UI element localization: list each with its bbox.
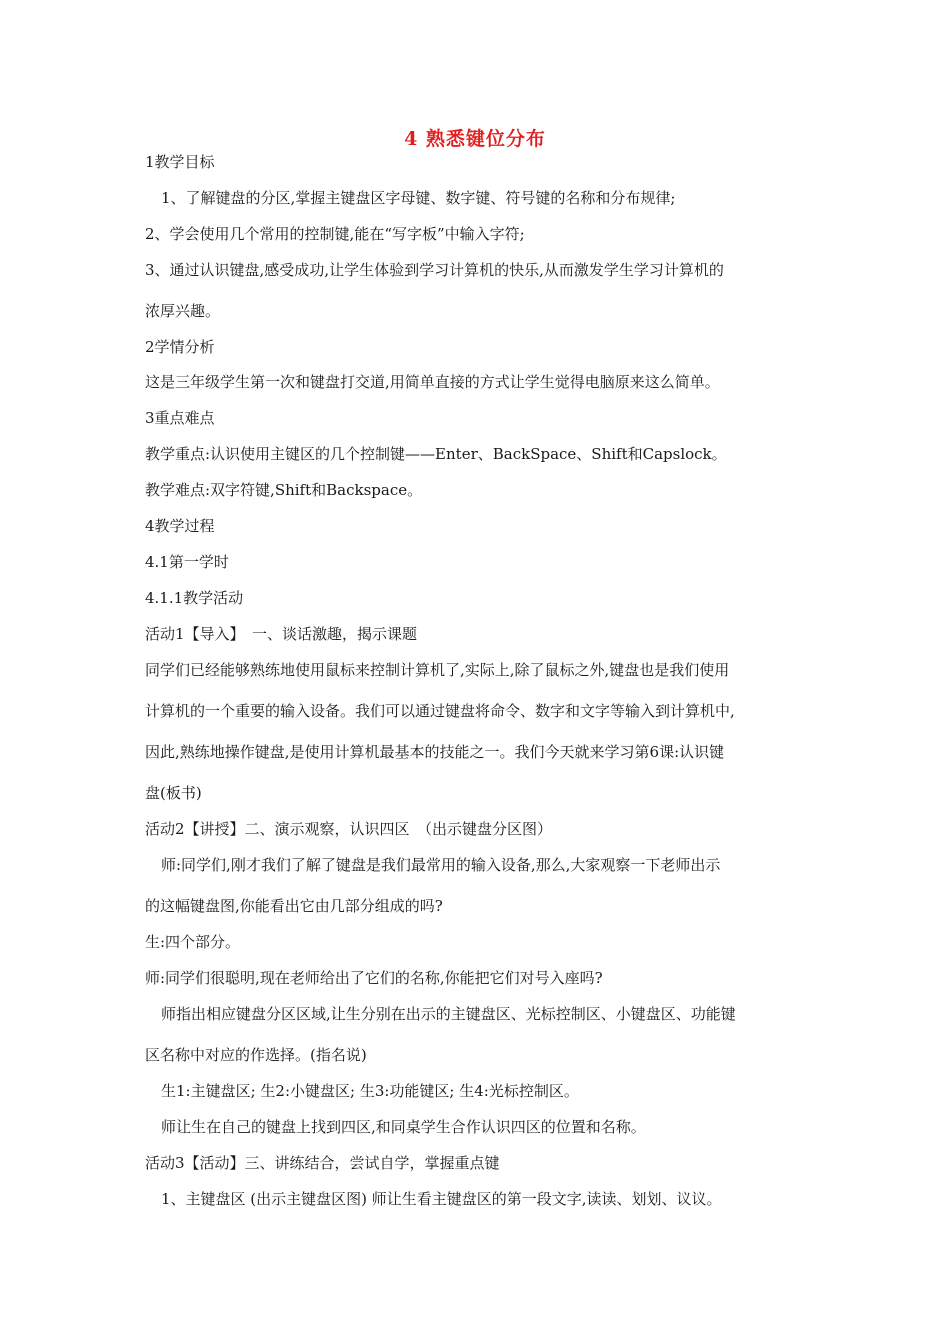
paragraph-line: 盘(板书) [145,784,202,802]
paragraph-line: 师让生在自己的键盘上找到四区,和同桌学生合作认识四区的位置和名称。 [161,1118,646,1136]
paragraph-line: 师:同学们很聪明,现在老师给出了它们的名称,你能把它们对号入座吗? [145,969,603,987]
paragraph-line: 教学难点:双字符键,Shift和Backspace。 [145,481,423,499]
activity-heading: 活动2【讲授】二、演示观察，认识四区 （出示键盘分区图） [145,820,553,838]
section-heading: 4.1.1教学活动 [145,589,244,607]
paragraph-line: 1、了解键盘的分区,掌握主键盘区字母键、数字键、符号键的名称和分布规律; [161,189,676,207]
paragraph-line: 生1:主键盘区; 生2:小键盘区; 生3:功能键区; 生4:光标控制区。 [161,1082,579,1100]
paragraph-line: 因此,熟练地操作键盘,是使用计算机最基本的技能之一。我们今天就来学习第6课:认识键 [145,743,725,761]
paragraph-line: 的这幅键盘图,你能看出它由几部分组成的吗? [145,897,443,915]
paragraph-line: 3、通过认识键盘,感受成功,让学生体验到学习计算机的快乐,从而激发学生学习计算机的 [145,261,724,279]
section-heading: 1教学目标 [145,153,215,171]
activity-heading: 活动3【活动】三、讲练结合，尝试自学，掌握重点键 [145,1154,500,1172]
paragraph-line: 师:同学们,刚才我们了解了键盘是我们最常用的输入设备,那么,大家观察一下老师出示 [161,856,721,874]
activity-heading: 活动1【导入】 一、谈话激趣，揭示课题 [145,625,418,643]
paragraph-line: 1、主键盘区 (出示主键盘区图) 师让生看主键盘区的第一段文字,读读、划划、议议。 [161,1190,722,1208]
section-heading: 4.1第一学时 [145,553,229,571]
section-heading: 4教学过程 [145,517,215,535]
paragraph-line: 区名称中对应的作选择。(指名说) [145,1046,367,1064]
paragraph-line: 这是三年级学生第一次和键盘打交道,用简单直接的方式让学生觉得电脑原来这么简单。 [145,373,720,391]
paragraph-line: 师指出相应键盘分区区域,让生分别在出示的主键盘区、光标控制区、小键盘区、功能键 [161,1005,736,1023]
document-title: 4 熟悉键位分布 [404,128,546,150]
paragraph-line: 计算机的一个重要的输入设备。我们可以通过键盘将命令、数字和文字等输入到计算机中, [145,702,735,720]
paragraph-line: 教学重点:认识使用主键区的几个控制键——Enter、BackSpace、Shift和Capslock。 [145,445,727,463]
section-heading: 2学情分析 [145,338,215,356]
paragraph-line: 同学们已经能够熟练地使用鼠标来控制计算机了,实际上,除了鼠标之外,键盘也是我们使用 [145,661,730,679]
paragraph-line: 浓厚兴趣。 [145,302,221,320]
paragraph-line: 2、学会使用几个常用的控制键,能在“写字板”中输入字符; [145,225,525,243]
section-heading: 3重点难点 [145,409,215,427]
paragraph-line: 生:四个部分。 [145,933,241,951]
